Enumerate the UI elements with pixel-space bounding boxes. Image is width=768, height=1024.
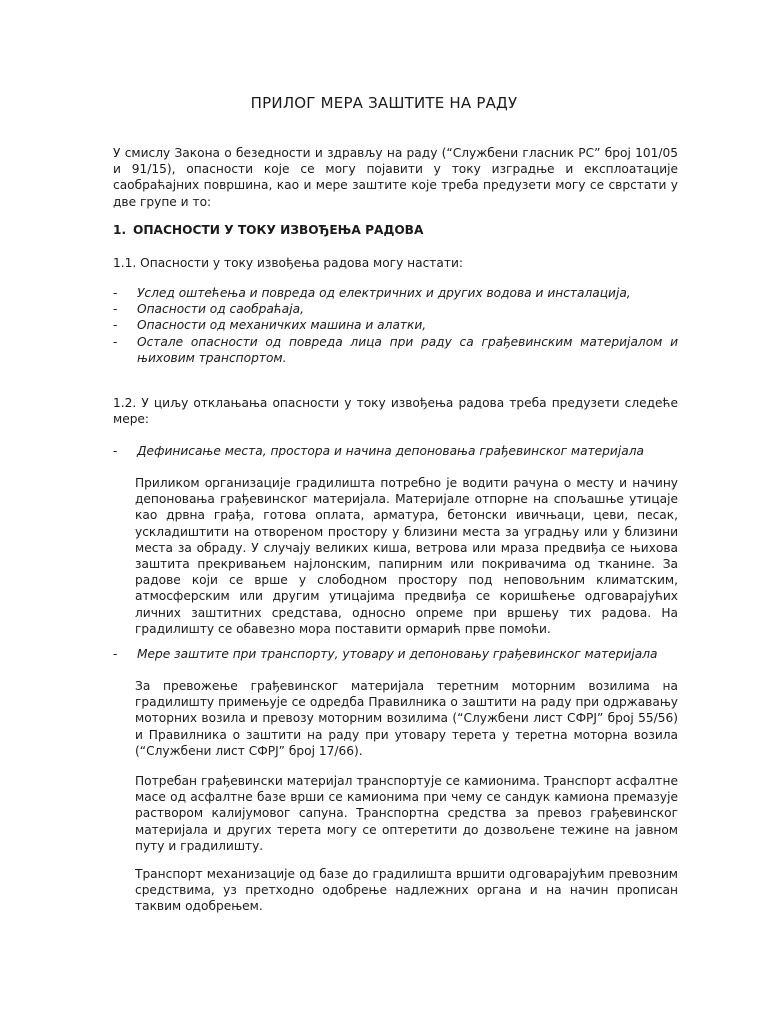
list-dash: - bbox=[113, 318, 118, 333]
intro-paragraph: У смислу Закона о безедности и здрављу на раду (“Службени гласник РС” број 101/05 и 91/15), опасности које се могу појавити у току изградње и експлоатације саобраћајних површина, као и мере заштите које треба предузети могу се сврстати у две групе и то: bbox=[113, 146, 678, 209]
measure-2-list bbox=[113, 646, 678, 662]
section-1-number: 1. bbox=[113, 223, 127, 237]
measure-2-paragraph-3: Транспорт механизације од базе до градилишта вршити одговарајућим превозним средствима, уз претходно одобрење надлежних органа и на начин прописан таквим одобрењем. bbox=[135, 867, 678, 914]
measure-1-paragraph: Приликом организације градилишта потребно је водити рачуна о месту и начину депоновања грађевинског материјала. Материјале отпорне на спољашње утицаје као дрвна грађа, готова оплата, арматура, бетонски ивичњаци, цеви, песак, ускладиштити на отвореном простору у близини места за уградњу или у близини места за обраду. У случају великих киша, ветрова или мраза предвиђа се њихова заштита прекривањем најлонским, папирним или покривачима од тканине. За радове који се врше у слободном простору под неповољним климатским, атмосферским или другим утицајима предвиђа се коришћење одговарајућих личних заштитних средстава, односно опреме при вршењу тих радова. На градилишту се обавезно мора поставити ормарић прве помоћи. bbox=[135, 476, 678, 636]
list-dash: - bbox=[113, 302, 118, 317]
subsection-1-2-text: 1.2. У циљу отклањања опасности у току извођења радова треба предузети следеће мере: bbox=[113, 396, 678, 427]
measure-1-list bbox=[113, 443, 678, 459]
section-1-heading-text: ОПАСНОСТИ У ТОКУ ИЗВОЂЕЊА РАДОВА bbox=[133, 223, 424, 237]
list-dash: - bbox=[113, 647, 118, 661]
list-item: - Опасности од саобраћаја, bbox=[113, 302, 304, 317]
hazards-list bbox=[113, 285, 678, 366]
list-item: - Услед оштећења и повреда од електричних и других водова и инсталација, bbox=[113, 286, 631, 300]
list-item: - Опасности од механичких машина и алатки, bbox=[113, 318, 427, 333]
list-dash: - bbox=[113, 286, 118, 300]
measure-1-title: - Дефинисање места, простора и начина депоновања грађевинског материјала bbox=[113, 444, 644, 458]
measure-2-paragraph-2: Потребан грађевински материјал транспортује се камионима. Транспорт асфалтне масе од асфалтне базе врши се камионима при чему се сандук камиона премазује раствором калијумовог сапуна. Транспортна средства за превоз грађевинског материјала и других терета могу се оптеретити до дозвољене тежине на јавном путу и градилишту. bbox=[135, 774, 678, 853]
document-title: ПРИЛОГ МЕРА ЗАШТИТЕ НА РАДУ bbox=[250, 94, 518, 112]
measure-2-title: - Мере заштите при транспорту, утовару и депоновању грађевинског материјала bbox=[113, 647, 658, 661]
list-item: - Остале опасности од повреда лица при раду са грађевинским материјалом и њиховим транспортом. bbox=[113, 334, 678, 365]
section-1-heading bbox=[113, 222, 678, 238]
subsection-1-1-text: 1.1. Опасности у току извођења радова могу настати: bbox=[113, 256, 464, 270]
list-dash: - bbox=[113, 444, 118, 458]
measure-2-paragraph-1: За превожење грађевинског материјала теретним моторним возилима на градилишту примењује се одредба Правилника о заштити на раду при одржавању моторних возила и превозу моторним возилима (“Службени лист СФРЈ” број 55/56) и Правилника о заштити на раду при утовару терета у теретна моторна возила (“Службени лист СФРЈ” број 17/66). bbox=[135, 679, 678, 758]
list-dash: - bbox=[113, 334, 118, 349]
